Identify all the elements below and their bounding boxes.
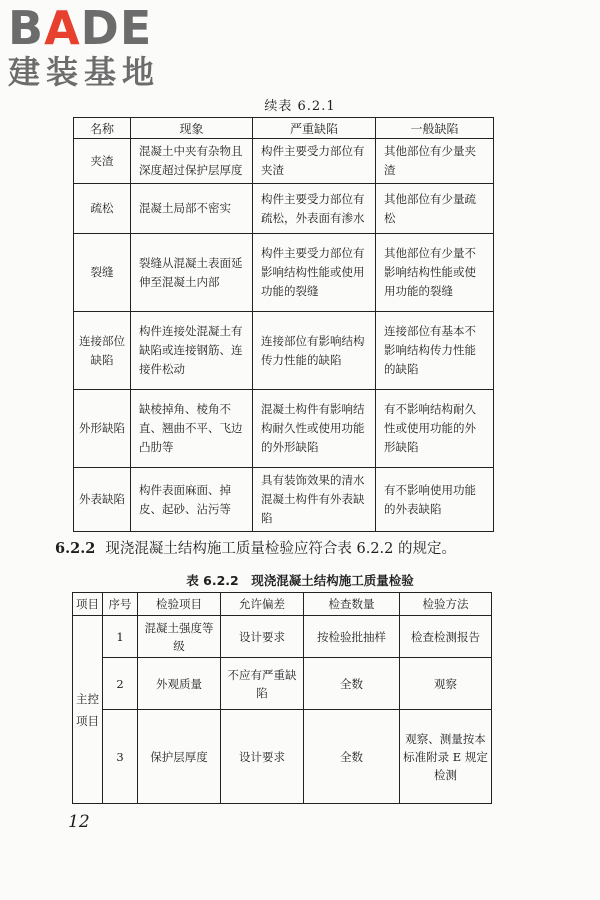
inspection-table (72, 592, 492, 804)
defect-name: 裂缝 (74, 234, 131, 312)
page-number: 12 (68, 812, 90, 832)
serious-defect: 构件主要受力部位有夹渣 (253, 139, 376, 184)
table-header-row (73, 593, 492, 616)
table-row (73, 616, 492, 658)
defect-name: 外形缺陷 (74, 390, 131, 468)
seq-cell: 1 (103, 616, 138, 658)
column-header: 序号 (103, 593, 138, 616)
table-row (74, 468, 494, 532)
serious-defect: 构件主要受力部位有影响结构性能或使用功能的裂缝 (253, 234, 376, 312)
table-row (74, 390, 494, 468)
column-header: 检查数量 (304, 593, 400, 616)
table-row (74, 184, 494, 234)
method-cell: 检查检测报告 (400, 616, 492, 658)
logo-wordmark: BADE (8, 1, 153, 55)
category-cell: 主控项目 (73, 616, 103, 804)
table-row (74, 139, 494, 184)
section-text: 现浇混凝土结构施工质量检验应符合表 6.2.2 的规定。 (105, 541, 456, 557)
general-defect: 有不影响结构耐久性或使用功能的外形缺陷 (376, 390, 494, 468)
seq-cell: 3 (103, 710, 138, 804)
serious-defect: 连接部位有影响结构传力性能的缺陷 (253, 312, 376, 390)
column-header: 严重缺陷 (253, 118, 376, 139)
column-header: 允许偏差 (221, 593, 304, 616)
method-cell: 观察、测量按本标准附录 E 规定检测 (400, 710, 492, 804)
defect-name: 外表缺陷 (74, 468, 131, 532)
defect-phenomenon: 混凝土中夹有杂物且深度超过保护层厚度 (131, 139, 253, 184)
defect-name: 连接部位缺陷 (74, 312, 131, 390)
defect-name: 疏松 (74, 184, 131, 234)
table-row (73, 710, 492, 804)
defect-name: 夹渣 (74, 139, 131, 184)
column-header: 检验项目 (138, 593, 221, 616)
table-row (73, 658, 492, 710)
serious-defect: 具有装饰效果的清水混凝土构件有外表缺陷 (253, 468, 376, 532)
column-header: 一般缺陷 (376, 118, 494, 139)
tolerance-cell: 不应有严重缺陷 (221, 658, 304, 710)
seq-cell: 2 (103, 658, 138, 710)
general-defect: 其他部位有少量夹渣 (376, 139, 494, 184)
defect-phenomenon: 缺棱掉角、棱角不直、翘曲不平、飞边凸肋等 (131, 390, 253, 468)
defect-phenomenon: 裂缝从混凝土表面延伸至混凝土内部 (131, 234, 253, 312)
general-defect: 其他部位有少量疏松 (376, 184, 494, 234)
general-defect: 有不影响使用功能的外表缺陷 (376, 468, 494, 532)
column-header: 现象 (131, 118, 253, 139)
general-defect: 其他部位有少量不影响结构性能或使用功能的裂缝 (376, 234, 494, 312)
item-cell: 混凝土强度等级 (138, 616, 221, 658)
column-header: 检验方法 (400, 593, 492, 616)
quantity-cell: 按检验批抽样 (304, 616, 400, 658)
logo-subtitle: 建装基地 (8, 53, 161, 91)
defect-phenomenon: 混凝土局部不密实 (131, 184, 253, 234)
column-header: 名称 (74, 118, 131, 139)
tolerance-cell: 设计要求 (221, 616, 304, 658)
tolerance-cell: 设计要求 (221, 710, 304, 804)
method-cell: 观察 (400, 658, 492, 710)
table-title: 续表 6.2.1 (264, 99, 336, 114)
logo (8, 1, 161, 91)
quantity-cell: 全数 (304, 710, 400, 804)
item-cell: 保护层厚度 (138, 710, 221, 804)
general-defect: 连接部位有基本不影响结构传力性能的缺陷 (376, 312, 494, 390)
quantity-cell: 全数 (304, 658, 400, 710)
table-row (74, 234, 494, 312)
defect-phenomenon: 构件连接处混凝土有缺陷或连接钢筋、连接件松动 (131, 312, 253, 390)
item-cell: 外观质量 (138, 658, 221, 710)
table-header-row (74, 118, 494, 139)
table-caption: 表 6.2.2 现浇混凝土结构施工质量检验 (186, 573, 414, 588)
serious-defect: 构件主要受力部位有疏松，外表面有渗水 (253, 184, 376, 234)
serious-defect: 混凝土构件有影响结构耐久性或使用功能的外形缺陷 (253, 390, 376, 468)
defect-phenomenon: 构件表面麻面、掉皮、起砂、沾污等 (131, 468, 253, 532)
column-header: 项目 (73, 593, 103, 616)
defect-table (73, 117, 494, 532)
section-paragraph (55, 537, 456, 558)
table-row (74, 312, 494, 390)
section-number: 6.2.2 (55, 540, 96, 557)
